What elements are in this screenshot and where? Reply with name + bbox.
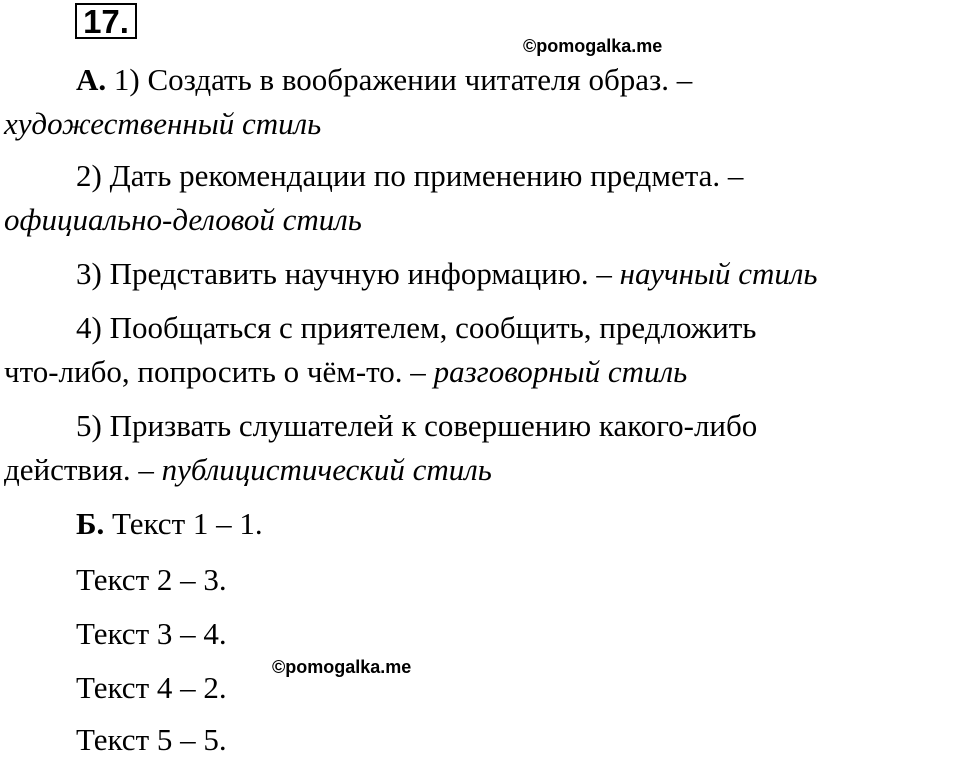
item-a5-line2 [4, 452, 492, 488]
item-a1-line1 [76, 62, 692, 98]
item-b4: Текст 4 – 2. [76, 670, 227, 705]
item-a2-style: официально-деловой стиль [4, 202, 362, 237]
item-a4-text: что-либо, попросить о чём-то. – [4, 354, 426, 389]
item-a1-style: художественный стиль [4, 106, 322, 141]
item-a4-line2 [4, 354, 687, 390]
item-a3-style: научный стиль [619, 256, 818, 291]
watermark-bottom: ©pomogalka.me [272, 657, 412, 677]
item-a5-style: публицистический стиль [161, 452, 492, 487]
part-b-label: Б. [76, 506, 105, 541]
item-a3-line1 [76, 256, 818, 292]
watermark-top: ©pomogalka.me [523, 36, 663, 56]
item-b1 [76, 506, 263, 542]
item-a4-style: разговорный стиль [433, 354, 688, 389]
item-a2-line1: 2) Дать рекомендации по применению предмета. – [76, 158, 744, 193]
item-a5-text: действия. – [4, 452, 154, 487]
item-a1-text: 1) Создать в воображении читателя образ. – [113, 62, 693, 97]
part-a-label: А. [76, 62, 107, 97]
item-b2: Текст 2 – 3. [76, 562, 227, 597]
item-a4-line1: 4) Пообщаться с приятелем, сообщить, предложить [76, 310, 757, 345]
task-number: 17. [83, 2, 129, 40]
item-a5-line1: 5) Призвать слушателей к совершению какого-либо [76, 408, 758, 443]
item-b3: Текст 3 – 4. [76, 616, 227, 651]
item-a3-text: 3) Представить научную информацию. – [76, 256, 612, 291]
item-b5: Текст 5 – 5. [76, 722, 227, 757]
item-b1-text: Текст 1 – 1. [112, 506, 263, 541]
task-number-box [75, 3, 137, 39]
